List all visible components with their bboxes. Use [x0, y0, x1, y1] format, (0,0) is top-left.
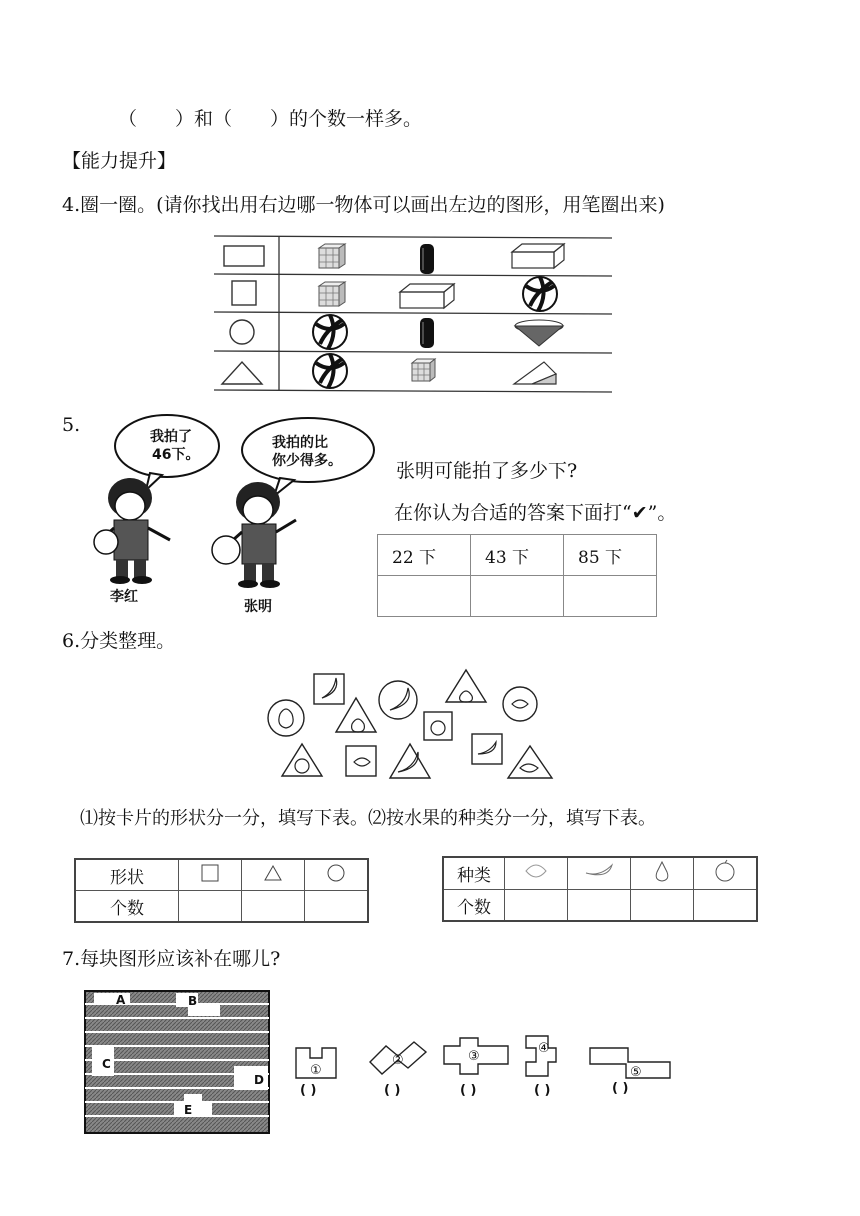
square-icon — [179, 859, 242, 891]
answer-blank-2: ( ) — [384, 1083, 401, 1098]
triangle-card-peach — [508, 746, 552, 778]
answer-blank-1: ( ) — [300, 1083, 317, 1098]
count-cell-apple[interactable] — [694, 890, 758, 922]
answer-cell-43[interactable] — [471, 576, 564, 617]
name-label-zhangming: 张明 — [244, 599, 272, 615]
rectangle-shape — [224, 246, 264, 266]
can-icon — [420, 318, 434, 348]
circle-icon — [305, 859, 369, 891]
circle-shape — [230, 320, 254, 344]
triangular-prism-icon — [514, 362, 556, 384]
table-header-shape: 形状 — [75, 859, 179, 891]
square-card-peach — [346, 746, 376, 776]
piece-number-1: ① — [310, 1063, 322, 1078]
boy-zhangming-figure — [212, 482, 296, 588]
peach-icon — [505, 857, 568, 890]
option-22: 22 下 — [378, 535, 471, 576]
boy-lihong-figure — [94, 478, 170, 584]
section-title: 【能力提升】 — [62, 150, 177, 172]
answer-blank-4: ( ) — [534, 1083, 551, 1098]
square-card-banana — [314, 674, 344, 704]
slot-label-c: C — [102, 1057, 111, 1071]
table-row-count-label: 个数 — [443, 890, 505, 922]
can-icon — [420, 244, 434, 274]
fruit-count-table — [442, 856, 758, 922]
count-cell-square[interactable] — [179, 891, 242, 923]
name-label-lihong: 李红 — [110, 589, 138, 605]
circle-card-banana — [379, 681, 417, 719]
box-icon — [400, 284, 454, 308]
triangle-card-pear — [446, 670, 486, 702]
fruit-cards-figure — [264, 668, 564, 786]
puzzle-pieces-figure — [290, 1034, 680, 1100]
shape-count-table — [74, 858, 369, 923]
ball-icon — [313, 315, 347, 349]
triangle-icon — [242, 859, 305, 891]
q4-title: 4.圈一圈。(请你找出用右边哪一物体可以画出左边的图形，用笔圈出来) — [62, 194, 665, 216]
ball-icon — [523, 277, 557, 311]
q6-subtitle: ⑴按卡片的形状分一分，填写下表。⑵按水果的种类分一分，填写下表。 — [80, 808, 656, 829]
count-cell-peach[interactable] — [505, 890, 568, 922]
brick-wall-figure — [84, 990, 274, 1136]
slot-label-b: B — [188, 994, 198, 1008]
apple-icon — [694, 857, 758, 890]
q7-title: 7.每块图形应该补在哪儿? — [62, 948, 281, 970]
answer-cell-22[interactable] — [378, 576, 471, 617]
fill-blank-line: （ ）和（ ）的个数一样多。 — [118, 108, 423, 130]
count-cell-circle[interactable] — [305, 891, 369, 923]
circle-card-peach — [503, 687, 537, 721]
banana-icon — [568, 857, 631, 890]
q6-title: 6.分类整理。 — [62, 630, 176, 652]
piece-number-4: ④ — [538, 1041, 550, 1056]
piece-number-3: ③ — [468, 1049, 480, 1064]
count-cell-triangle[interactable] — [242, 891, 305, 923]
table-header-kind: 种类 — [443, 857, 505, 890]
answer-blank-3: ( ) — [460, 1083, 477, 1098]
slot-label-d: D — [254, 1073, 264, 1087]
triangle-card-apple — [282, 744, 322, 776]
cone-icon — [515, 320, 563, 346]
count-cell-banana[interactable] — [568, 890, 631, 922]
piece-number-2: ② — [392, 1053, 404, 1068]
table-row-count-label: 个数 — [75, 891, 179, 923]
q5-instruction: 在你认为合适的答案下面打“✔”。 — [394, 502, 677, 524]
box-icon — [512, 244, 564, 268]
cube-icon — [319, 244, 345, 268]
square-card-banana — [472, 734, 502, 764]
q5-answer-table — [377, 534, 657, 617]
cube-icon — [319, 282, 345, 306]
speech-bubble-2: 我拍的比 你少得多。 — [272, 435, 342, 469]
pear-icon — [631, 857, 694, 890]
circle-card-pear — [268, 700, 304, 736]
q5-question: 张明可能拍了多少下? — [396, 460, 578, 482]
answer-cell-85[interactable] — [564, 576, 657, 617]
count-cell-pear[interactable] — [631, 890, 694, 922]
slot-label-a: A — [116, 993, 126, 1007]
answer-blank-5: ( ) — [612, 1081, 629, 1096]
q5-number: 5. — [62, 414, 81, 436]
triangle-shape — [222, 362, 262, 384]
square-card-apple — [424, 712, 452, 740]
triangle-card-banana — [390, 744, 430, 778]
option-43: 43 下 — [471, 535, 564, 576]
speech-bubble-1: 我拍了 46下。 — [150, 429, 200, 463]
cube-icon — [412, 359, 435, 381]
ball-icon — [313, 354, 347, 388]
square-shape — [232, 281, 256, 305]
q4-figure — [214, 234, 614, 396]
slot-label-e: E — [184, 1103, 193, 1117]
piece-number-5: ⑤ — [630, 1065, 642, 1080]
option-85: 85 下 — [564, 535, 657, 576]
